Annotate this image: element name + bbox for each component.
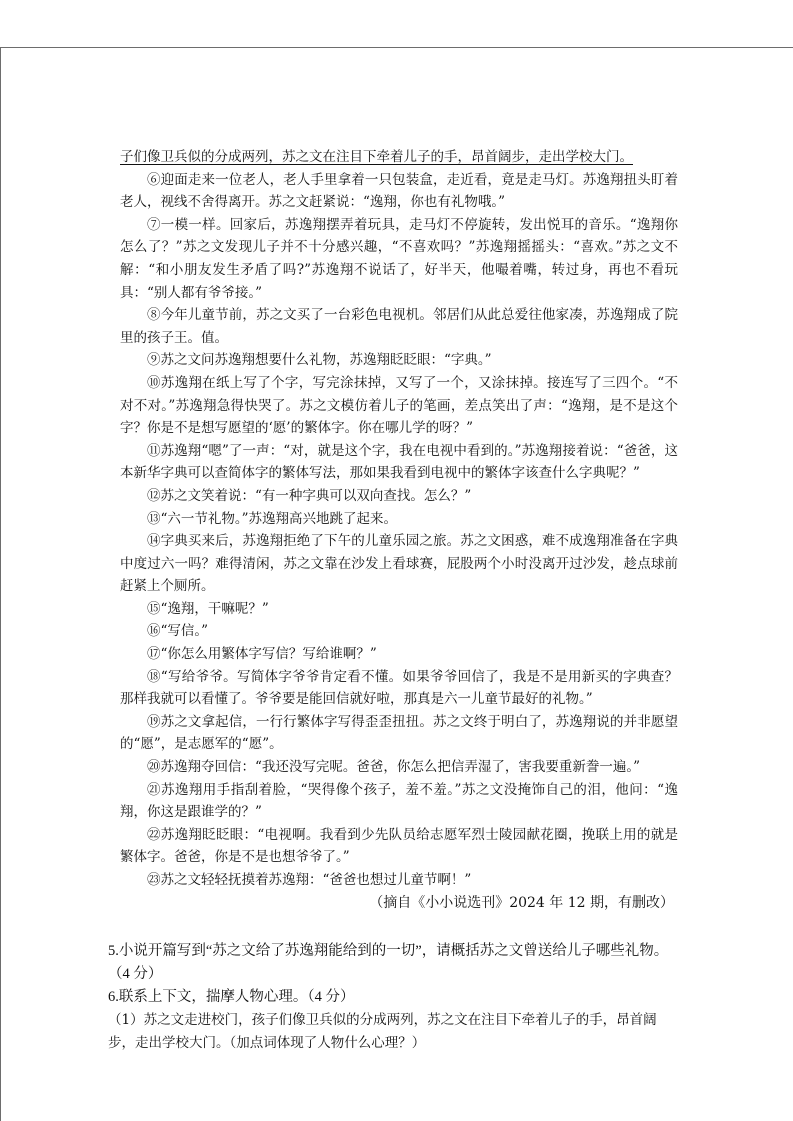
questions-section [108,940,683,1055]
page-top-border [0,47,793,48]
question-6-sub-1: （1）苏之文走进校门，孩子们像卫兵似的分成两列，苏之文在注目下牵着儿子的手，昂首阔步，走出学校大门。（加点词体现了人物什么心理？） [108,1012,657,1051]
paragraph-7: ⑦一模一样。回家后，苏逸翔摆弄着玩具，走马灯不停旋转，发出悦耳的音乐。“逸翔你怎么了？”苏之文发现儿子并不十分感兴趣，“不喜欢吗？”苏逸翔摇摇头：“喜欢。”苏之文不解：“和小朋友发生矛盾了吗?”苏逸翔不说话了，好半天，他嘬着嘴，转过身，再也不看玩具：“别人都有爷爷接。” [120,216,678,301]
paragraph-21: ㉑苏逸翔用手指刮着脸，“哭得像个孩子，羞不羞。”苏之文没掩饰自己的泪，他问：“逸翔，你这是跟谁学的？” [120,781,678,821]
paragraph-5-cont: 子们像卫兵似的分成两列，苏之文在注目下牵着儿子的手，昂首阔步，走出学校大门。 [120,149,633,165]
paragraph-19: ⑲苏之文拿起信，一行行繁体字写得歪歪扭扭。苏之文终于明白了，苏逸翔说的并非愿望的“愿”，是志愿军的“愿”。 [120,713,678,753]
paragraph-16: ⑯“写信。” [147,623,209,640]
question-5: 5.小说开篇写到“苏之文给了苏逸翔能给到的一切”，请概括苏之文曾送给儿子哪些礼物。 [108,943,669,959]
paragraph-17: ⑰“你怎么用繁体字写信？写给谁啊？” [147,646,377,663]
paragraph-23: ㉓苏之文轻轻抚摸着苏逸翔：“爸爸也想过儿童节啊！” [147,872,472,888]
paragraph-8: ⑧今年儿童节前，苏之文买了一台彩色电视机。邻居们从此总爱往他家凑，苏逸翔成了院里的孩子王。值。 [120,307,678,346]
paragraph-11: ⑪苏逸翔“嗯”了一声：“对，就是这个字，我在电视中看到的。”苏逸翔接着说：“爸爸，这本新华字典可以查简体字的繁体写法，那如果我看到电视中的繁体字该查什么字典呢？” [120,442,678,482]
paragraph-20: ⑳苏逸翔夺回信：“我还没写完呢。爸爸，你怎么把信弄湿了，害我要重新誊一遍。” [147,759,641,776]
paragraph-18: ⑱“写给爷爷。写简体字爷爷肯定看不懂。如果爷爷回信了，我是不是用新买的字典查？那样我就可以看懂了。爷爷要是能回信就好啦，那真是六一儿童节最好的礼物。” [120,668,678,708]
story-text [120,146,678,914]
question-6: 6.联系上下文，揣摩人物心理。（4 分） [108,989,355,1005]
paragraph-6: ⑥迎面走来一位老人，老人手里拿着一只包装盒，走近看，竟是走马灯。苏逸翔扭头盯着老人，视线不舍得离开。苏之文赶紧说：“逸翔，你也有礼物哦。” [120,171,678,211]
paragraph-13: ⑬“六一节礼物。”苏逸翔高兴地跳了起来。 [147,510,398,527]
source-citation: （摘自《小小说选刊》2024 年 12 期，有删改） [369,894,674,911]
page-left-border [0,47,1,1121]
paragraph-15: ⑮“逸翔，干嘛呢？” [147,600,269,617]
paragraph-9: ⑨苏之文问苏逸翔想要什么礼物，苏逸翔眨眨眼：“字典。” [147,352,492,369]
paragraph-12: ⑫苏之文笑着说：“有一种字典可以双向查找。怎么？” [147,487,472,504]
paragraph-22: ㉒苏逸翔眨眨眼：“电视啊。我看到少先队员给志愿军烈士陵园献花圈，挽联上用的就是繁体字。爸爸，你是不是也想爷爷了。” [120,826,678,866]
paragraph-14: ⑭字典买来后，苏逸翔拒绝了下午的儿童乐园之旅。苏之文困惑，难不成逸翔准备在字典中度过六一吗？难得清闲，苏之文靠在沙发上看球赛，屁股两个小时没离开过沙发，趁点球前赶紧上个厕所。 [120,533,678,595]
question-5-points: （4 分） [108,966,163,982]
paragraph-10: ⑩苏逸翔在纸上写了个字，写完涂抹掉，又写了一个，又涂抹掉。接连写了三四个。“不对不对。”苏逸翔急得快哭了。苏之文模仿着儿子的笔画，差点笑出了声：“逸翔，是不是这个字？你是不是想写愿望的‘愿’的繁体字。你在哪儿学的呀？” [120,374,678,437]
